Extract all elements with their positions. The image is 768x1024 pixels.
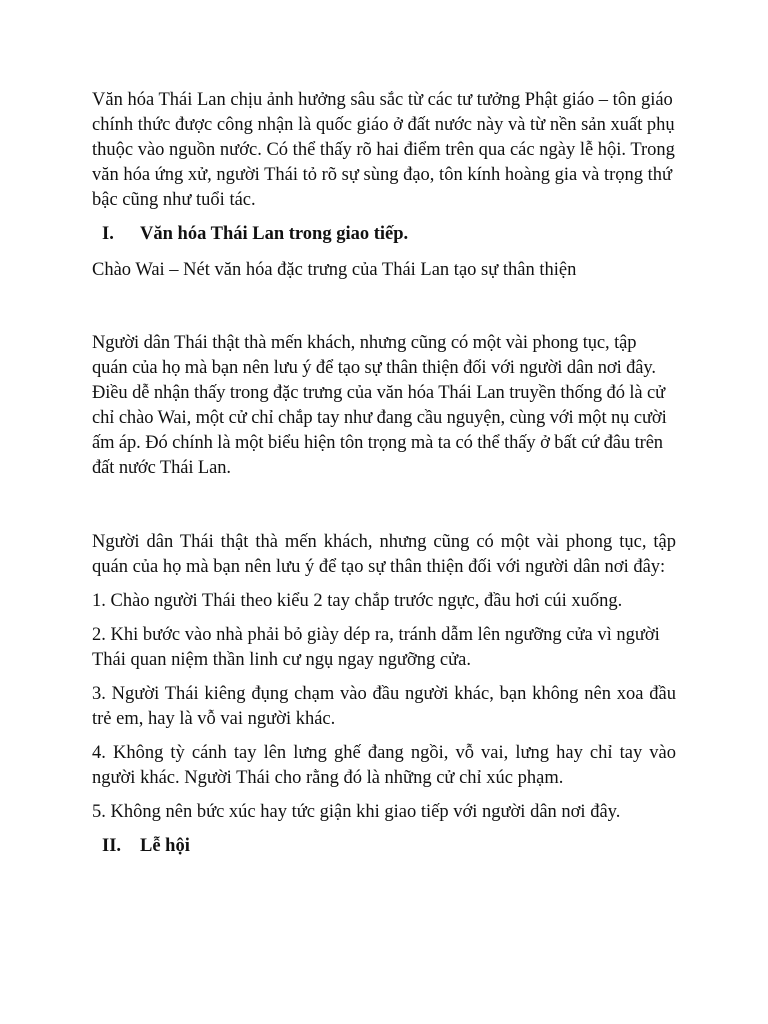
section-number-2: II. <box>102 836 122 856</box>
section-heading-2 <box>102 834 676 859</box>
body-paragraph-2: Người dân Thái thật thà mến khách, nhưng cũng có một vài phong tục, tập quán của họ mà bạn nên lưu ý để tạo sự thân thiện đối với người dân nơi đây: <box>92 532 676 577</box>
section-title-2: Lễ hội <box>140 836 190 856</box>
list-item: 2. Khi bước vào nhà phải bỏ giày dép ra, tránh dẫm lên ngưỡng cửa vì người Thái quan niệm thần linh cư ngụ ngay ngưỡng cửa. <box>92 625 660 670</box>
list-item: 4. Không tỳ cánh tay lên lưng ghế đang ngồi, vỗ vai, lưng hay chỉ tay vào người khác. Người Thái cho rằng đó là những cử chỉ xúc phạm. <box>92 743 676 788</box>
list-item: 3. Người Thái kiêng đụng chạm vào đầu người khác, bạn không nên xoa đầu trẻ em, hay là vỗ vai người khác. <box>92 684 676 729</box>
section-title-1: Văn hóa Thái Lan trong giao tiếp. <box>140 224 409 244</box>
list-item: 1. Chào người Thái theo kiểu 2 tay chắp trước ngực, đầu hơi cúi xuống. <box>92 591 623 611</box>
subtitle-paragraph: Chào Wai – Nét văn hóa đặc trưng của Thái Lan tạo sự thân thiện <box>92 260 577 280</box>
section-heading-1 <box>102 222 676 247</box>
intro-paragraph: Văn hóa Thái Lan chịu ảnh hưởng sâu sắc từ các tư tưởng Phật giáo – tôn giáo chính thức được công nhận là quốc giáo ở đất nước này và từ nền sản xuất phụ thuộc vào nguồn nước. Có thể thấy rõ hai điểm trên qua các ngày lễ hội. Trong văn hóa ứng xử, người Thái tỏ rõ sự sùng đạo, tôn kính hoàng gia và trọng thứ bậc cũng như tuổi tác. <box>92 90 675 210</box>
list-item: 5. Không nên bức xúc hay tức giận khi giao tiếp với người dân nơi đây. <box>92 802 621 822</box>
section-number-1: I. <box>102 224 114 244</box>
body-paragraph-1: Người dân Thái thật thà mến khách, nhưng cũng có một vài phong tục, tập quán của họ mà bạn nên lưu ý để tạo sự thân thiện đối với người dân nơi đây. Điều dễ nhận thấy trong đặc trưng của văn hóa Thái Lan truyền thống đó là cử chỉ chào Wai, một cử chỉ chắp tay như đang cầu nguyện, cùng với một nụ cười ấm áp. Đó chính là một biểu hiện tôn trọng mà ta có thể thấy ở bất cứ đâu trên đất nước Thái Lan. <box>92 333 667 478</box>
